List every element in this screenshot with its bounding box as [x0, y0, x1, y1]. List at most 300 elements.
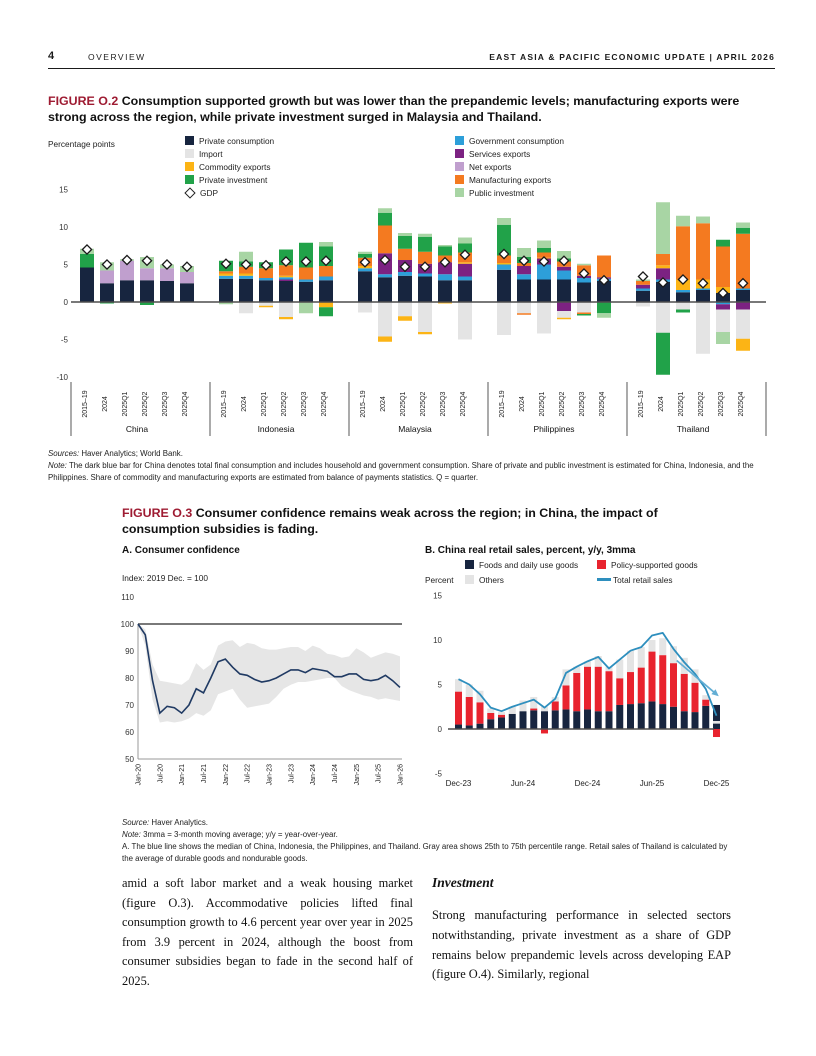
legend-item: [597, 575, 698, 584]
sources-label: Sources:: [48, 449, 80, 458]
bar-segment-gc: [497, 265, 511, 270]
bar-segment-pi: [676, 310, 690, 313]
retail-bar-segment: [520, 711, 527, 729]
retail-bar-segment: [616, 705, 623, 729]
bar-segment-ce: [279, 276, 293, 278]
bar-segment-pub: [319, 242, 333, 247]
bar-segment-pi: [438, 247, 452, 256]
bar-segment-pc: [736, 290, 750, 302]
svg-text:2025Q4: 2025Q4: [599, 391, 606, 417]
bar-segment-gc: [676, 290, 690, 292]
bar-segment-pc: [279, 281, 293, 302]
svg-text:5: 5: [63, 260, 68, 270]
color-swatch-icon: [185, 136, 194, 145]
retail-bar-segment: [498, 717, 505, 729]
svg-text:2025Q3: 2025Q3: [579, 391, 586, 417]
body-column-left: [122, 874, 413, 992]
svg-text:2024: 2024: [102, 396, 109, 412]
bar-segment-pc: [140, 280, 154, 302]
legend-item: [455, 149, 564, 158]
retail-bar-segment: [627, 672, 634, 704]
bar-segment-me: [378, 226, 392, 254]
bar-segment-pc: [299, 282, 313, 302]
retail-bar-segment: [455, 692, 462, 725]
svg-text:Jan-22: Jan-22: [222, 764, 230, 786]
legend-item: [455, 162, 564, 171]
bar-segment-ne: [160, 268, 174, 281]
svg-text:0: 0: [63, 297, 68, 307]
legend-item: [597, 560, 698, 569]
retail-bar-segment: [573, 711, 580, 729]
bar-segment-ce: [378, 337, 392, 342]
svg-text:Jul-20: Jul-20: [157, 764, 165, 784]
bar-segment-me: [716, 247, 730, 288]
svg-text:-5: -5: [60, 335, 68, 345]
retail-bar-segment: [509, 714, 516, 729]
bar-segment-pc: [517, 280, 531, 303]
svg-text:Jan-21: Jan-21: [179, 764, 187, 786]
bar-segment-pub: [358, 252, 372, 254]
svg-text:2025Q1: 2025Q1: [678, 391, 685, 417]
panel-b-axis-label: Percent: [425, 575, 454, 585]
retail-bar-segment: [649, 640, 656, 652]
bar-segment-pi: [537, 248, 551, 253]
bar-segment-pc: [239, 279, 253, 302]
svg-text:2015–19: 2015–19: [638, 390, 645, 418]
svg-text:10: 10: [433, 635, 442, 645]
bar-segment-se: [517, 266, 531, 274]
svg-text:0: 0: [437, 724, 442, 734]
bar-segment-im: [517, 302, 531, 313]
legend-label: Net exports: [469, 161, 512, 172]
retail-bar-segment: [659, 655, 666, 704]
bar-segment-me: [696, 223, 710, 279]
retail-bar-segment: [606, 711, 613, 729]
svg-text:Jul-21: Jul-21: [201, 764, 208, 784]
bar-segment-pc: [180, 283, 194, 302]
retail-bar-segment: [541, 711, 548, 729]
bar-segment-pc: [378, 277, 392, 302]
retail-bar-segment: [466, 697, 473, 725]
bar-segment-ne: [140, 268, 154, 280]
legend-label: Foods and daily use goods: [479, 559, 579, 570]
bar-segment-pub: [676, 216, 690, 227]
bar-segment-pub: [597, 313, 611, 318]
bar-segment-pc: [557, 280, 571, 303]
legend-item: [185, 149, 274, 158]
legend-label: Others: [479, 574, 504, 585]
bar-segment-se: [557, 302, 571, 311]
bar-segment-im: [279, 302, 293, 317]
bar-segment-pc: [676, 292, 690, 302]
bar-segment-pub: [497, 218, 511, 225]
bar-segment-gc: [239, 276, 253, 279]
bar-segment-im: [418, 302, 432, 332]
retail-bar-segment: [552, 710, 559, 729]
bar-segment-gc: [458, 277, 472, 281]
svg-text:2025Q1: 2025Q1: [122, 391, 129, 417]
legend-item: [185, 162, 274, 171]
legend-label: Private consumption: [199, 135, 275, 146]
section-title: OVERVIEW: [88, 52, 146, 62]
bar-segment-gc: [358, 268, 372, 271]
bar-segment-me: [219, 271, 233, 273]
figure-o2-label: FIGURE O.2: [48, 94, 119, 108]
bar-segment-im: [557, 311, 571, 318]
percentile-band: [138, 624, 400, 723]
legend-label: Import: [199, 148, 223, 159]
retail-bar-segment: [638, 703, 645, 729]
svg-text:70: 70: [125, 700, 134, 710]
bar-segment-im: [537, 302, 551, 334]
legend-item: [465, 575, 578, 584]
panel-a-chart: [114, 586, 416, 801]
bar-segment-ce: [259, 306, 273, 308]
bar-segment-ce: [656, 265, 670, 268]
svg-text:5: 5: [437, 680, 442, 690]
bar-segment-me: [299, 268, 313, 280]
bar-segment-im: [696, 302, 710, 354]
legend-label: Services exports: [469, 148, 531, 159]
bar-segment-pc: [80, 268, 94, 303]
retail-bar-segment: [616, 678, 623, 705]
bar-segment-me: [597, 256, 611, 278]
retail-bar-segment: [552, 701, 559, 710]
svg-text:Jan-24: Jan-24: [310, 764, 318, 786]
bar-segment-gc: [557, 271, 571, 280]
svg-text:Jan-20: Jan-20: [135, 764, 143, 786]
bar-segment-se: [458, 264, 472, 277]
retail-bar-segment: [702, 706, 709, 729]
svg-text:2024: 2024: [380, 396, 387, 412]
page-number: 4: [48, 50, 55, 62]
retail-bar-segment: [498, 712, 505, 715]
retail-bar-segment: [681, 711, 688, 729]
retail-bar-segment: [670, 707, 677, 729]
svg-text:Dec-25: Dec-25: [703, 779, 730, 788]
svg-text:Jun-24: Jun-24: [510, 779, 536, 788]
svg-text:Jul-23: Jul-23: [288, 764, 296, 784]
retail-bar-segment: [649, 701, 656, 729]
bar-segment-gc: [418, 274, 432, 277]
retail-bar-segment: [713, 729, 720, 737]
bar-segment-me: [656, 254, 670, 265]
bar-segment-gc: [517, 274, 531, 279]
color-swatch-icon: [185, 162, 194, 171]
bar-segment-pc: [160, 281, 174, 302]
panel-b-legend-col2: [597, 560, 698, 584]
svg-text:2025Q4: 2025Q4: [738, 391, 745, 417]
legend-item: [465, 560, 578, 569]
bar-segment-im: [497, 302, 511, 335]
svg-text:2025Q2: 2025Q2: [281, 391, 288, 417]
bar-segment-pc: [358, 271, 372, 302]
bar-segment-pi: [378, 213, 392, 226]
legend-item: [185, 136, 274, 145]
svg-text:2025Q1: 2025Q1: [400, 391, 407, 417]
figure-o3-notes: [122, 817, 734, 864]
retail-bar-segment: [487, 713, 494, 719]
bar-segment-pub: [577, 264, 591, 266]
bar-segment-pi: [319, 307, 333, 316]
bar-segment-me: [398, 249, 412, 260]
panel-b-chart: [422, 586, 730, 801]
svg-text:100: 100: [120, 619, 134, 629]
bar-segment-me: [676, 226, 690, 279]
retail-bar-segment: [477, 702, 484, 723]
bar-segment-ce: [239, 274, 253, 276]
bar-segment-pi: [80, 254, 94, 268]
svg-text:2025Q3: 2025Q3: [301, 391, 308, 417]
bar-segment-pi: [577, 314, 591, 316]
legend-label: Government consumption: [469, 135, 565, 146]
bar-segment-se: [736, 302, 750, 310]
retail-bar-segment: [595, 711, 602, 729]
bar-segment-pc: [636, 291, 650, 302]
retail-bar-segment: [606, 671, 613, 711]
bar-segment-pub: [656, 202, 670, 254]
color-swatch-icon: [455, 162, 464, 171]
retail-bar-segment: [530, 710, 537, 729]
retail-bar-segment: [638, 668, 645, 704]
bar-segment-ne: [100, 271, 114, 284]
bar-segment-im: [458, 302, 472, 340]
svg-text:2025Q3: 2025Q3: [162, 391, 169, 417]
color-swatch-icon: [465, 575, 474, 584]
source-text: Haver Analytics.: [151, 818, 208, 827]
svg-text:60: 60: [125, 727, 134, 737]
bar-segment-ce: [219, 274, 233, 276]
svg-text:15: 15: [433, 591, 442, 601]
bar-segment-pc: [497, 270, 511, 302]
retail-bar-segment: [638, 647, 645, 667]
bar-segment-pc: [100, 283, 114, 302]
color-swatch-icon: [597, 560, 606, 569]
legend-label: Manufacturing exports: [469, 174, 552, 185]
retail-bar-segment: [498, 715, 505, 718]
investment-heading: Investment: [432, 875, 494, 890]
svg-text:-5: -5: [434, 769, 442, 779]
bar-segment-pc: [577, 283, 591, 303]
bar-segment-me: [517, 313, 531, 315]
svg-text:2025Q2: 2025Q2: [142, 391, 149, 417]
svg-text:Jul-25: Jul-25: [375, 764, 383, 784]
figure-o2-chart: [44, 182, 778, 442]
bar-segment-ce: [279, 317, 293, 319]
svg-text:2025Q1: 2025Q1: [261, 391, 268, 417]
bar-segment-gc: [259, 278, 273, 280]
note-label: Note:: [122, 829, 141, 839]
retail-bar-segment: [627, 651, 634, 672]
retail-bar-segment: [563, 685, 570, 709]
bar-segment-ce: [557, 318, 571, 320]
svg-text:2024: 2024: [658, 396, 665, 412]
sources-text: Haver Analytics; World Bank.: [81, 449, 183, 458]
bar-segment-pc: [458, 280, 472, 302]
bar-segment-me: [577, 313, 591, 315]
body-paragraph: Strong manufacturing performance in selected sectors notwithstanding, private investment as a share of GDP remains below prepandemic levels across developing EAP (figure O.4). Similarly, regional: [432, 908, 731, 982]
figure-o3-title: FIGURE O.3 Consumer confidence remains weak across the region; in China, the impact of consumption subsidies is fading.: [122, 506, 658, 537]
color-swatch-icon: [455, 149, 464, 158]
bar-segment-ce: [458, 262, 472, 264]
panel-a-index-note: Index: 2019 Dec. = 100: [122, 573, 209, 583]
bar-segment-ce: [497, 263, 511, 265]
bar-segment-pub: [716, 332, 730, 344]
source-label: Source:: [122, 818, 150, 827]
retail-bar-segment: [573, 673, 580, 711]
panel-a-title: A. Consumer confidence: [122, 545, 240, 556]
bar-segment-se: [557, 267, 571, 271]
bar-segment-pub: [537, 241, 551, 249]
bar-segment-pi: [597, 302, 611, 313]
bar-segment-pub: [696, 217, 710, 224]
bar-segment-im: [378, 302, 392, 337]
bar-segment-gc: [279, 277, 293, 279]
bar-segment-gc: [378, 274, 392, 277]
svg-text:Philippines: Philippines: [533, 424, 575, 434]
bar-segment-se: [636, 285, 650, 289]
retail-bar-segment: [530, 697, 537, 709]
bar-segment-pc: [319, 280, 333, 302]
retail-bar-segment: [670, 663, 677, 707]
svg-text:2025Q1: 2025Q1: [539, 391, 546, 417]
bar-segment-pc: [696, 290, 710, 302]
panel-b-title: B. China real retail sales, percent, y/y, 3mma: [425, 545, 636, 556]
body-column-right: [432, 872, 731, 985]
legend-label: Total retail sales: [613, 574, 673, 585]
svg-text:-10: -10: [56, 372, 68, 382]
svg-text:2015–19: 2015–19: [360, 390, 367, 418]
bar-segment-pub: [438, 245, 452, 247]
svg-text:Jan-25: Jan-25: [353, 764, 361, 786]
bar-segment-pc: [219, 279, 233, 302]
retail-bar-segment: [477, 724, 484, 729]
svg-text:China: China: [125, 424, 149, 434]
svg-text:2025Q2: 2025Q2: [559, 391, 566, 417]
retail-bar-segment: [681, 674, 688, 711]
note-text: The dark blue bar for China denotes total final consumption and includes household and government consumption. Share of private and public investment is estimated for China, Indonesia, and the Philippines. Share of commodity and manufacturing exports are estimated from balance of payments statistics. Q = quarter.: [48, 460, 754, 482]
retail-bar-segment: [692, 712, 699, 729]
svg-text:2025Q2: 2025Q2: [698, 391, 705, 417]
retail-bar-segment: [584, 667, 591, 710]
retail-bar-segment: [487, 719, 494, 729]
retail-bar-segment: [584, 709, 591, 729]
bar-segment-gc: [299, 280, 313, 282]
bar-segment-se: [279, 280, 293, 282]
bar-segment-pc: [418, 277, 432, 303]
note-text: 3mma = 3-month moving average; y/y = year-over-year.: [143, 829, 338, 839]
bar-segment-pc: [120, 280, 134, 302]
bar-segment-pub: [736, 223, 750, 228]
svg-text:Jan-23: Jan-23: [266, 764, 274, 786]
svg-text:90: 90: [125, 646, 134, 656]
svg-text:Dec-23: Dec-23: [445, 779, 472, 788]
bar-segment-pub: [418, 234, 432, 237]
svg-text:2024: 2024: [519, 396, 526, 412]
figure-o2-title: FIGURE O.2 Consumption supported growth but was lower than the prepandemic levels; manufacturing exports were strong across the region, while private investment surged in Malaysia and Thailand.: [48, 94, 740, 125]
bar-segment-gc: [319, 277, 333, 281]
figure-o3-label: FIGURE O.3: [122, 506, 193, 520]
legend-label: Commodity exports: [199, 161, 271, 172]
svg-text:Thailand: Thailand: [676, 424, 710, 434]
svg-text:Malaysia: Malaysia: [398, 424, 432, 434]
note-a-text: A. The blue line shows the median of China, Indonesia, the Philippines, and Thailand. Gray area shows 25th to 75th percentile range. Retail sales of Thailand is calculated by the average of durable goods and nondurable goods.: [122, 841, 728, 863]
svg-text:2025Q3: 2025Q3: [718, 391, 725, 417]
retail-bar-segment: [659, 638, 666, 655]
svg-text:2015–19: 2015–19: [221, 390, 228, 418]
svg-text:Jan-26: Jan-26: [397, 764, 405, 786]
bar-segment-pub: [378, 208, 392, 213]
retail-bar-segment: [530, 709, 537, 711]
bar-segment-se: [716, 304, 730, 309]
bar-segment-pi: [418, 237, 432, 252]
bar-segment-pc: [537, 280, 551, 303]
bar-segment-im: [239, 302, 253, 313]
svg-text:2015–19: 2015–19: [499, 390, 506, 418]
edition-title: EAST ASIA & PACIFIC ECONOMIC UPDATE | APRIL 2026: [489, 52, 775, 62]
legend-label: GDP: [200, 187, 218, 198]
color-swatch-icon: [185, 149, 194, 158]
bar-segment-im: [358, 302, 372, 313]
retail-bar-segment: [692, 683, 699, 712]
bar-segment-im: [577, 302, 591, 313]
svg-text:80: 80: [125, 673, 134, 683]
bar-segment-gc: [398, 272, 412, 276]
retail-bar-segment: [595, 667, 602, 712]
bar-segment-ce: [736, 339, 750, 351]
bar-segment-pc: [398, 276, 412, 302]
bar-segment-im: [736, 310, 750, 339]
legend-label: Private investment: [199, 174, 268, 185]
body-paragraph: amid a soft labor market and a weak housing market (figure O.3). Accommodative policies lifted final consumption growth to 4.6 percent year over year in 2025 from 3.9 percent in 2024, although the boost from consumer subsidies began to fade in the second half of 2025.: [122, 876, 413, 988]
header-rule: [48, 68, 775, 69]
bar-segment-pi: [736, 228, 750, 234]
bar-segment-gc: [438, 274, 452, 280]
bar-segment-pi: [716, 240, 730, 247]
retail-bar-segment: [563, 709, 570, 729]
svg-text:50: 50: [125, 754, 134, 764]
svg-text:2024: 2024: [241, 396, 248, 412]
svg-text:2025Q4: 2025Q4: [182, 391, 189, 417]
bar-segment-im: [656, 302, 670, 333]
bar-segment-im: [716, 310, 730, 333]
retail-bar-segment: [659, 704, 666, 729]
svg-text:2015–19: 2015–19: [82, 390, 89, 418]
note-label: Note:: [48, 460, 67, 470]
bar-segment-pub: [458, 238, 472, 244]
svg-text:10: 10: [59, 222, 68, 232]
svg-text:Jul-22: Jul-22: [244, 764, 252, 784]
color-swatch-icon: [465, 560, 474, 569]
svg-text:2025Q4: 2025Q4: [321, 391, 328, 417]
svg-text:Jun-25: Jun-25: [639, 779, 665, 788]
bar-segment-pc: [259, 280, 273, 302]
bar-segment-gc: [636, 289, 650, 291]
bar-segment-me: [319, 266, 333, 277]
bar-segment-im: [398, 302, 412, 316]
color-swatch-icon: [455, 136, 464, 145]
bar-segment-gc: [219, 276, 233, 279]
legend-label: Public investment: [469, 187, 535, 198]
retail-bar-segment: [627, 704, 634, 729]
figure-o2-notes: [48, 448, 775, 484]
bar-segment-pub: [398, 233, 412, 236]
bar-segment-pc: [438, 280, 452, 302]
svg-text:Dec-24: Dec-24: [574, 779, 601, 788]
bar-segment-pi: [398, 236, 412, 249]
svg-text:2025Q3: 2025Q3: [440, 391, 447, 417]
panel-b-legend-col1: [465, 560, 578, 584]
